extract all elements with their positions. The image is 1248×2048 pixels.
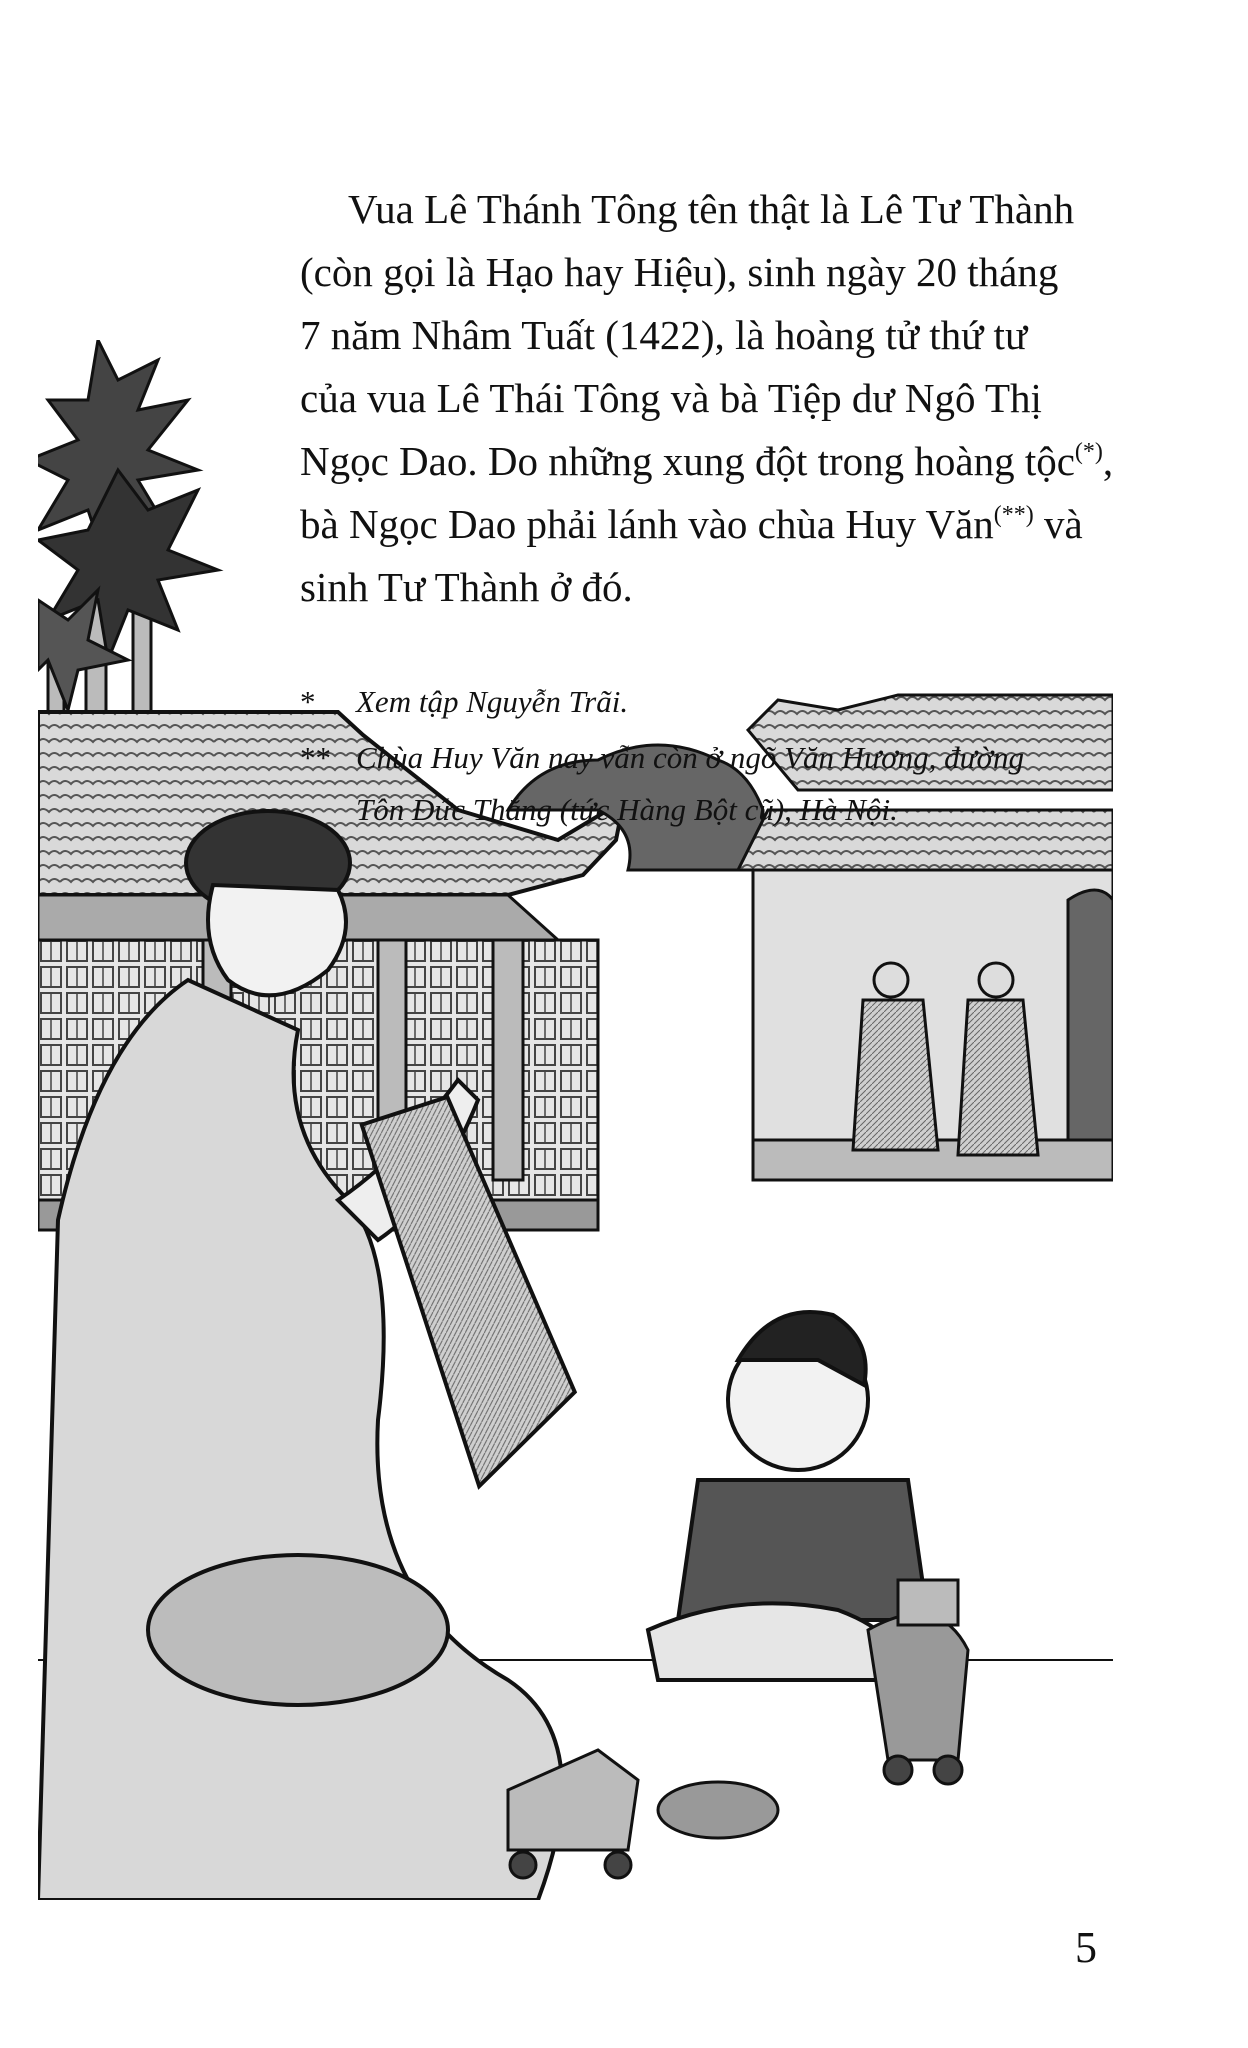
paragraph-line-4: của vua Lê Thái Tông và bà Tiệp dư Ngô Thị <box>300 375 1042 421</box>
paragraph-line-5-comma: , <box>1102 438 1114 484</box>
footnote-1-marker: * <box>300 684 316 719</box>
paragraph-line-6-text: bà Ngọc Dao phải lánh vào chùa Huy Văn <box>300 501 994 547</box>
footnote-ref-1: (*) <box>1074 439 1103 465</box>
footnote-2-text-line2: Tôn Đức Thắng (tức Hàng Bột cũ), Hà Nội. <box>356 792 898 827</box>
footnote-2-marker: ** <box>300 740 331 775</box>
paragraph-line-2: (còn gọi là Hạo hay Hiệu), sinh ngày 20 tháng <box>300 249 1059 295</box>
paragraph-line-3: 7 năm Nhâm Tuất (1422), là hoàng tử thứ tư <box>300 312 1028 358</box>
footnote-1 <box>300 676 1120 728</box>
paragraph-line-7: sinh Tư Thành ở đó. <box>300 564 633 610</box>
paragraph-line-5 <box>300 430 1120 493</box>
paragraph-line-5-text: Ngọc Dao. Do những xung đột trong hoàng tộc <box>300 438 1075 484</box>
footnote-1-text: Xem tập Nguyễn Trãi. <box>356 684 629 719</box>
paragraph-line-1: Vua Lê Thánh Tông tên thật là Lê Tư Thành <box>348 186 1075 232</box>
page-number: 5 <box>1075 1923 1097 1972</box>
footnote-ref-2: (**) <box>993 502 1034 528</box>
footnote-2-text-line1: Chùa Huy Văn nay vẫn còn ở ngõ Văn Hương, đường <box>356 740 1025 775</box>
footnotes <box>300 676 1120 836</box>
main-paragraph <box>300 178 1120 619</box>
paragraph-line-6 <box>300 493 1120 556</box>
footnote-2 <box>300 732 1120 836</box>
paragraph-line-6-tail: và <box>1033 501 1083 547</box>
